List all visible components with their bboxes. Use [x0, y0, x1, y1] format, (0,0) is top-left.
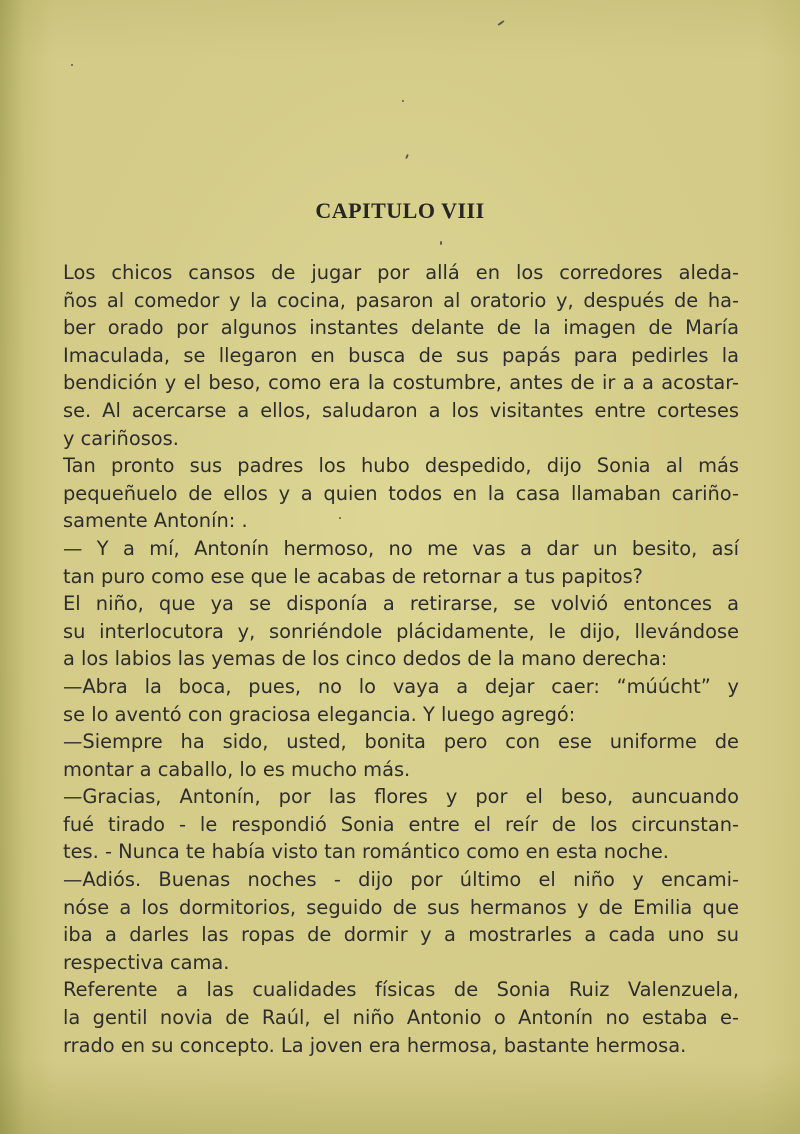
text-line: pequeñuelo de ellos y a quien todos en la casa llamaban cariño- — [63, 481, 739, 505]
text-line: bendición y el beso, como era la costumbre, antes de ir a a acostar- — [63, 371, 739, 395]
paper-speck — [402, 100, 404, 102]
text-line: tan puro como ese que le acabas de retornar a tus papitos? — [63, 564, 643, 588]
text-line: Referente a las cualidades físicas de Sonia Ruiz Valenzuela, — [63, 978, 739, 1002]
text-line: —Adiós. Buenas noches - dijo por último el niño y encami- — [63, 868, 739, 892]
paper-speck — [71, 64, 73, 66]
paper-speck — [440, 241, 442, 245]
text-line: ños al comedor y la cocina, pasaron al oratorio y, después de ha- — [63, 288, 739, 312]
text-line: — Y a mí, Antonín hermoso, no me vas a dar un besito, así — [63, 536, 739, 560]
text-line: samente Antonín: . — [63, 509, 248, 533]
text-line: se. Al acercarse a ellos, saludaron a los visitantes entre corteses — [63, 398, 739, 422]
text-line: la gentil novia de Raúl, el niño Antonio o Antonín no estaba e- — [63, 1006, 739, 1030]
text-line: y cariñosos. — [63, 426, 179, 450]
text-line: tes. - Nunca te había visto tan romántico como en esta noche. — [63, 840, 669, 864]
text-line: El niño, que ya se disponía a retirarse, se volvió entonces a — [63, 592, 739, 616]
text-line: nóse a los dormitorios, seguido de sus hermanos y de Emilia que — [63, 895, 739, 919]
text-line: Tan pronto sus padres los hubo despedido, dijo Sonia al más — [63, 454, 739, 478]
chapter-title: CAPITULO VIII — [315, 198, 485, 223]
text-line: se lo aventó con graciosa elegancia. Y luego agregó: — [63, 702, 576, 726]
text-line: Imaculada, se llegaron en busca de sus papás para pedirles la — [63, 343, 739, 367]
text-line: —Abra la boca, pues, no lo vaya a dejar caer: “múúcht” y — [63, 674, 739, 698]
paper-speck — [339, 517, 341, 519]
text-line: rrado en su concepto. La joven era hermosa, bastante hermosa. — [63, 1033, 687, 1057]
text-line: a los labios las yemas de los cinco dedos de la mano derecha: — [63, 647, 668, 671]
paper-speck — [405, 154, 409, 159]
text-line: iba a darles las ropas de dormir y a mostrarles a cada uno su — [63, 923, 739, 947]
text-line: ber orado por algunos instantes delante de la imagen de María — [63, 316, 739, 340]
text-line: montar a caballo, lo es mucho más. — [63, 757, 411, 781]
text-line: Los chicos cansos de jugar por allá en los corredores aleda- — [63, 261, 739, 284]
text-line: fué tirado - le respondió Sonia entre el reír de los circunstan- — [63, 812, 739, 836]
text-line: su interlocutora y, sonriéndole plácidamente, le dijo, llevándose — [63, 619, 739, 643]
chapter-body — [63, 259, 739, 1059]
text-line: —Siempre ha sido, usted, bonita pero con ese uniforme de — [63, 730, 739, 754]
text-line: respectiva cama. — [63, 950, 230, 974]
paper-speck — [497, 20, 505, 26]
text-line: —Gracias, Antonín, por las flores y por el beso, auncuando — [63, 785, 739, 809]
